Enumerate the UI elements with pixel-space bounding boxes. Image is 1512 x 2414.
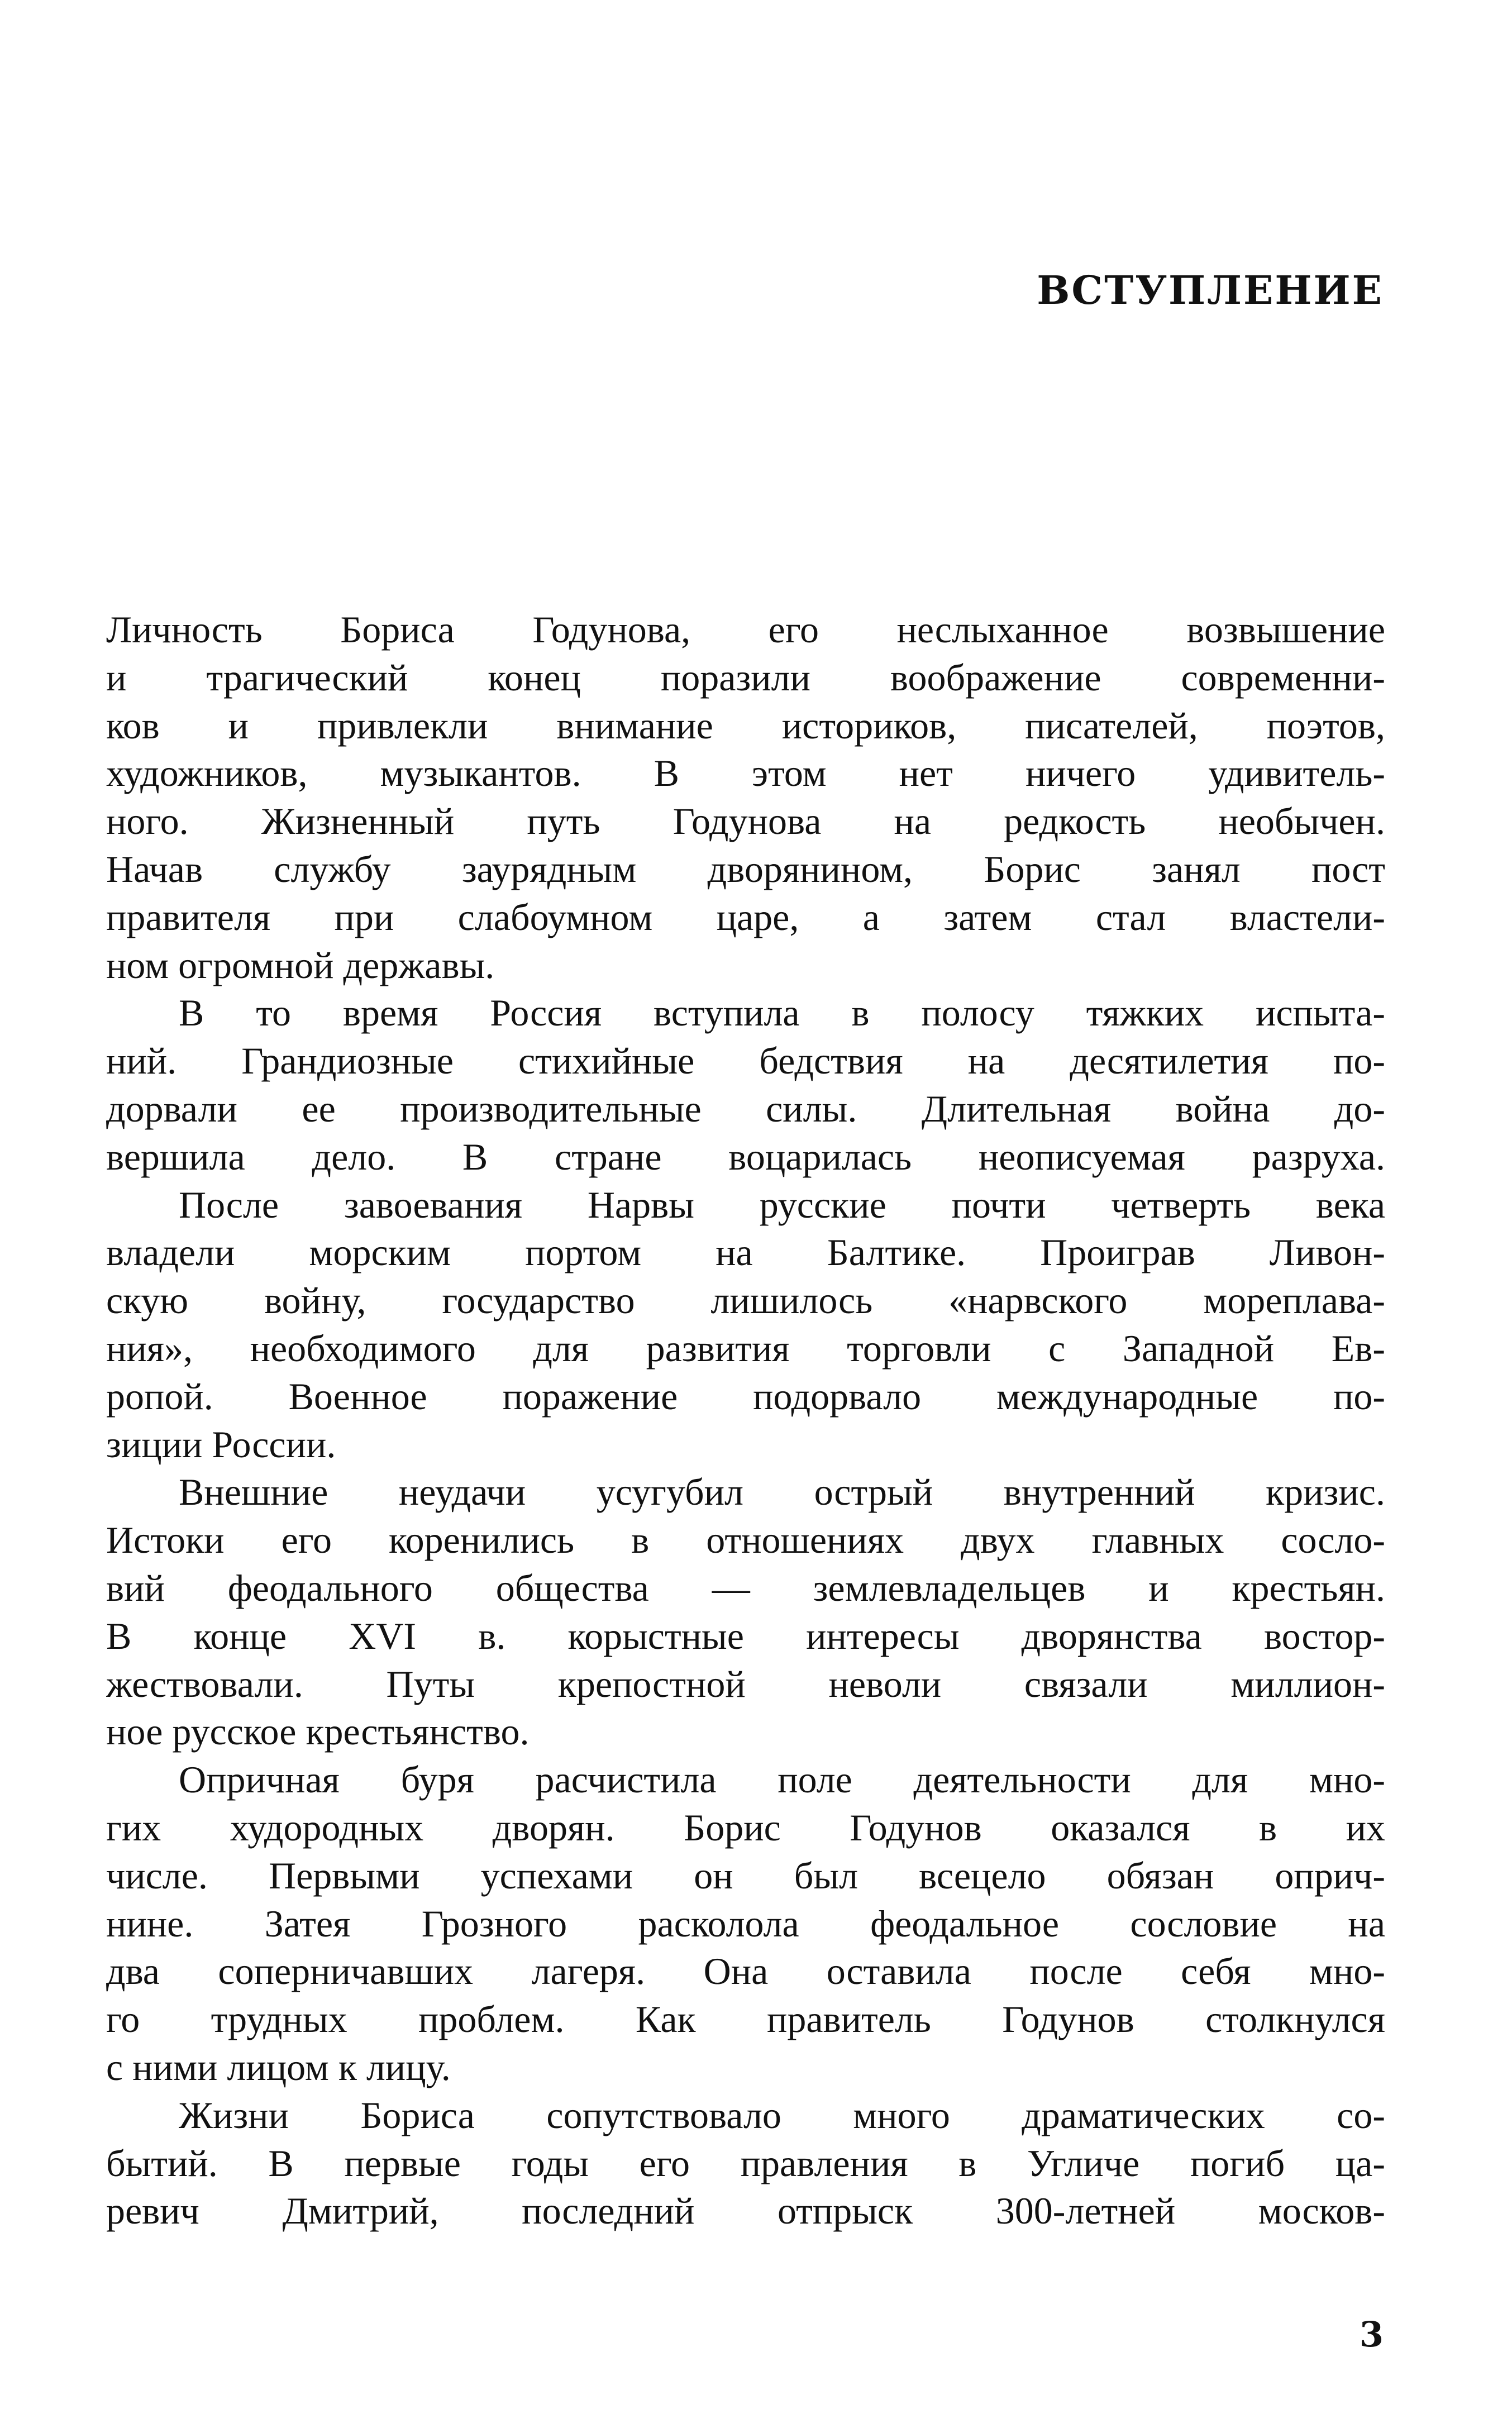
text-line: зиции России. xyxy=(106,1423,336,1466)
text-line: и трагический конец поразили воображение современни- xyxy=(106,656,1385,699)
text-line: числе. Первыми успехами он был всецело обязан оприч- xyxy=(106,1854,1385,1897)
body-text xyxy=(106,606,1385,2235)
text-line: ков и привлекли внимание историков, писателей, поэтов, xyxy=(106,704,1385,747)
text-line: с ними лицом к лицу. xyxy=(106,2045,451,2088)
text-line: дорвали ее производительные силы. Длительная война до- xyxy=(106,1087,1385,1130)
page-number: 3 xyxy=(1359,2314,1384,2355)
text-line: нине. Затея Грозного расколола феодальное сословие на xyxy=(106,1902,1385,1945)
text-line: ния», необходимого для развития торговли с Западной Ев- xyxy=(106,1327,1385,1370)
text-line: Жизни Бориса сопутствовало много драматических со- xyxy=(179,2093,1385,2136)
text-line: гих худородных дворян. Борис Годунов оказался в их xyxy=(106,1806,1385,1849)
text-line: ний. Грандиозные стихийные бедствия на десятилетия по- xyxy=(106,1039,1385,1082)
text-line: художников, музыкантов. В этом нет ничего удивитель- xyxy=(106,752,1385,795)
text-line: владели морским портом на Балтике. Проиграв Ливон- xyxy=(106,1231,1385,1274)
text-line: Личность Бориса Годунова, его неслыханное возвышение xyxy=(106,608,1385,651)
text-line: правителя при слабоумном царе, а затем стал властели- xyxy=(106,895,1385,938)
text-line: Опричная буря расчистила поле деятельности для мно- xyxy=(179,1758,1385,1801)
text-line: бытий. В первые годы его правления в Угличе погиб ца- xyxy=(106,2141,1385,2184)
text-line: Начав службу заурядным дворянином, Борис занял пост xyxy=(106,847,1385,890)
text-line: В конце XVI в. корыстные интересы дворянства востор- xyxy=(106,1614,1385,1657)
text-line: два соперничавших лагеря. Она оставила после себя мно- xyxy=(106,1950,1385,1993)
text-line: ревич Дмитрий, последний отпрыск 300-летней москов- xyxy=(106,2189,1385,2232)
text-line: Истоки его коренились в отношениях двух главных сосло- xyxy=(106,1519,1385,1562)
text-line: ропой. Военное поражение подорвало международные по- xyxy=(106,1375,1385,1418)
text-line: ном огромной державы. xyxy=(106,943,495,986)
text-line: Внешние неудачи усугубил острый внутренний кризис. xyxy=(179,1471,1385,1514)
text-line: вий феодального общества — землевладельцев и крестьян. xyxy=(106,1566,1385,1609)
text-line: В то время Россия вступила в полосу тяжких испыта- xyxy=(179,991,1385,1034)
text-line: ного. Жизненный путь Годунова на редкость необычен. xyxy=(106,800,1385,843)
text-line: скую войну, государство лишилось «нарвского мореплава- xyxy=(106,1279,1385,1322)
text-line: го трудных проблем. Как правитель Годунов столкнулся xyxy=(106,1998,1385,2041)
chapter-title: ВСТУПЛЕНИЕ xyxy=(1037,267,1384,313)
text-line: После завоевания Нарвы русские почти четверть века xyxy=(179,1183,1385,1226)
text-line: жествовали. Путы крепостной неволи связали миллион- xyxy=(106,1662,1385,1705)
text-line: ное русское крестьянство. xyxy=(106,1710,530,1753)
text-line: вершила дело. В стране воцарилась неописуемая разруха. xyxy=(106,1135,1385,1178)
